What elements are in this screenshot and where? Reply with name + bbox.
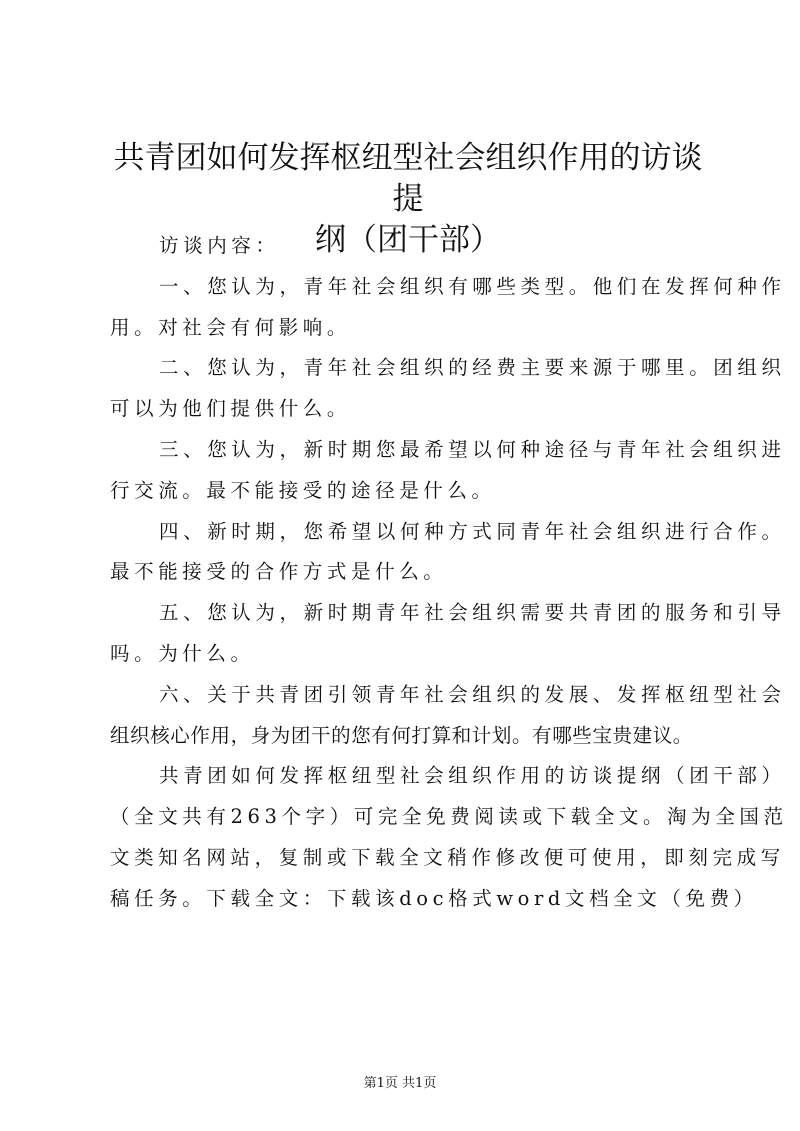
text-line: 稿任务。下载全文：下载该doc格式word文档全文（免费） (110, 886, 758, 910)
document-body (110, 226, 788, 920)
paragraph (110, 226, 710, 267)
text-line: 三、您认为，新时期您最希望以何种途径与青年社会组织进 (159, 437, 786, 461)
text-line: 最不能接受的合作方式是什么。 (110, 560, 448, 584)
text-line: 四、新时期，您希望以何种方式同青年社会组织进行合作。 (159, 519, 786, 543)
text-line: 组织核心作用，身为团干的您有何打算和计划。有哪些宝贵建议。 (110, 723, 693, 747)
text-line: 五、您认为，新时期青年社会组织需要共青团的服务和引导 (159, 601, 786, 625)
paragraph (110, 430, 786, 512)
text-line: （全文共有263个字）可完全免费阅读或下载全文。淘为全国范 (110, 805, 788, 829)
text-line: 可以为他们提供什么。 (110, 397, 352, 421)
title-line: 共青团如何发挥枢纽型社会组织作用的访谈提 (113, 140, 703, 217)
paragraph (110, 593, 786, 675)
paragraph (110, 675, 786, 757)
paragraph (110, 267, 786, 349)
text-line: 文类知名网站，复制或下载全文稍作修改便可使用，即刻完成写 (110, 845, 785, 869)
page-footer: 第1页 共1页 (363, 1076, 437, 1091)
paragraph (110, 756, 788, 919)
text-line: 行交流。最不能接受的途径是什么。 (110, 478, 496, 502)
text-line: 共青团如何发挥枢纽型社会组织作用的访谈提纲（团干部） (159, 764, 786, 788)
text-line: 二、您认为，青年社会组织的经费主要来源于哪里。团组织 (159, 356, 786, 380)
text-line: 吗。为什么。 (110, 641, 255, 665)
text-line: 六、关于共青团引领青年社会组织的发展、发挥枢纽型社会 (159, 682, 786, 706)
text-line: 一、您认为，青年社会组织有哪些类型。他们在发挥何种作 (159, 274, 786, 298)
title-line: 纲（团干部） (315, 222, 501, 258)
paragraph (110, 348, 786, 430)
paragraph (110, 512, 786, 594)
text-line: 用。对社会有何影响。 (110, 315, 352, 339)
text-line: 访谈内容： (159, 234, 280, 257)
